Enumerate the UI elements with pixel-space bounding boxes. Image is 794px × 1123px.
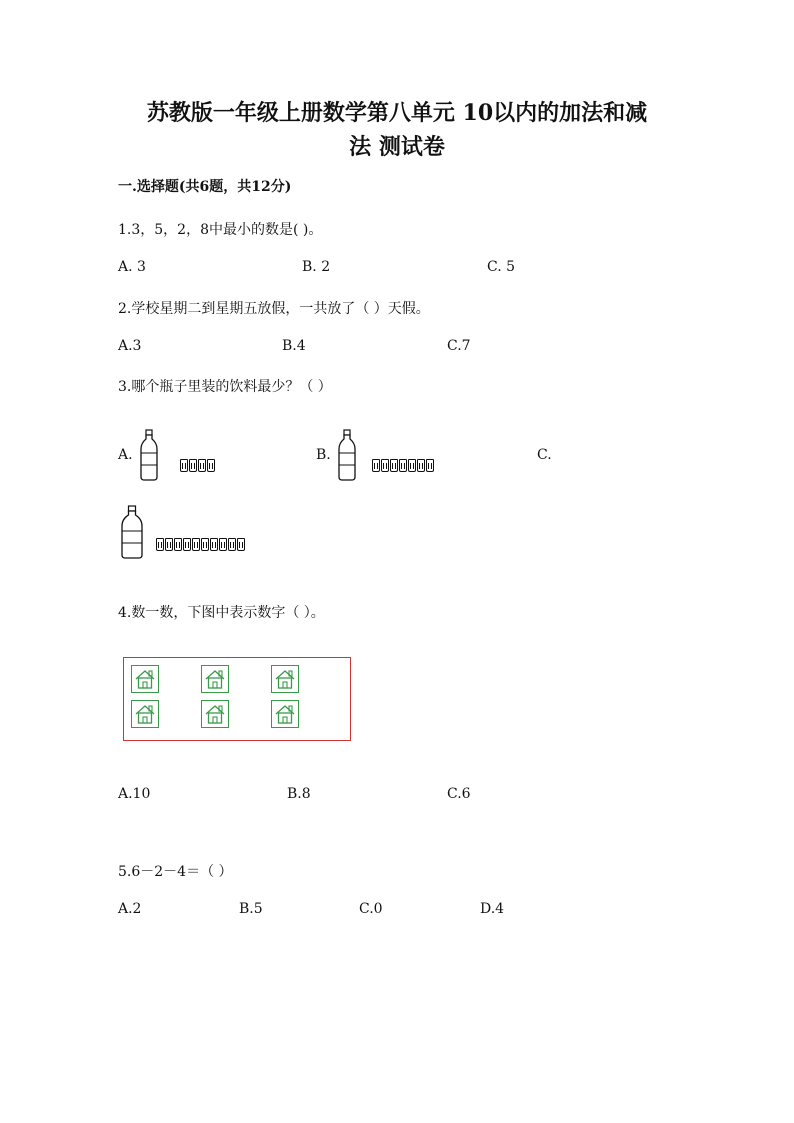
question-2-option-a: A.3 (118, 338, 142, 354)
question-4-stem: 4.数一数，下图中表示数字（ ）。 (118, 605, 325, 621)
title-line-2: 法 测试卷 (349, 134, 445, 160)
cup-icon (192, 538, 200, 551)
section-heading: 一.选择题(共6题，共12分) (118, 179, 292, 195)
cup-icon (180, 459, 188, 472)
question-3-stem: 3.哪个瓶子里装的饮料最少？（ ） (118, 379, 332, 395)
cup-icon (198, 459, 206, 472)
house-icon (131, 665, 159, 693)
cup-icon (174, 538, 182, 551)
question-1-option-c: C. 5 (487, 259, 516, 275)
bottle-icon (139, 429, 159, 481)
house-icon (131, 700, 159, 728)
cup-icon (228, 538, 236, 551)
house-picture-frame (123, 657, 351, 741)
cup-icon (183, 538, 191, 551)
cup-icon (165, 538, 173, 551)
question-2-option-c: C.7 (447, 338, 471, 354)
question-1-option-b: B. 2 (302, 259, 331, 275)
question-4-option-b: B.8 (287, 786, 311, 802)
question-3-option-c: C. (537, 447, 552, 463)
cup-icon (201, 538, 209, 551)
cup-icon (156, 538, 164, 551)
question-2-option-b: B.4 (282, 338, 306, 354)
question-5-option-c: C.0 (359, 901, 383, 917)
title-line-1: 苏教版一年级上册数学第八单元 10以内的加法和减 (146, 100, 648, 126)
question-1-stem: 1.3，5，2，8中最小的数是( )。 (118, 222, 323, 238)
question-5-option-d: D.4 (480, 901, 505, 917)
cup-icon (372, 459, 380, 472)
house-icon (201, 700, 229, 728)
question-2-stem: 2.学校星期二到星期五放假，一共放了（ ）天假。 (118, 301, 430, 317)
cup-group-c (156, 538, 245, 551)
bottle-icon (120, 505, 144, 559)
question-5-option-b: B.5 (239, 901, 263, 917)
cup-icon (237, 538, 245, 551)
cup-group-b (372, 459, 434, 472)
cup-icon (408, 459, 416, 472)
cup-icon (390, 459, 398, 472)
question-5-option-a: A.2 (118, 901, 142, 917)
cup-icon (381, 459, 389, 472)
cup-icon (210, 538, 218, 551)
bottle-icon (337, 429, 357, 481)
cup-icon (219, 538, 227, 551)
cup-icon (426, 459, 434, 472)
cup-icon (207, 459, 215, 472)
page-title (0, 96, 794, 164)
cup-group-a (180, 459, 215, 472)
cup-icon (189, 459, 197, 472)
cup-icon (399, 459, 407, 472)
house-icon (271, 665, 299, 693)
question-1-option-a: A. 3 (118, 259, 146, 275)
house-icon (201, 665, 229, 693)
question-3-option-a: A. (118, 447, 133, 463)
question-4-option-c: C.6 (447, 786, 471, 802)
cup-icon (417, 459, 425, 472)
house-icon (271, 700, 299, 728)
question-4-option-a: A.10 (118, 786, 151, 802)
question-5-stem: 5.6－2－4＝（ ） (118, 864, 233, 880)
question-3-option-b: B. (316, 447, 331, 463)
